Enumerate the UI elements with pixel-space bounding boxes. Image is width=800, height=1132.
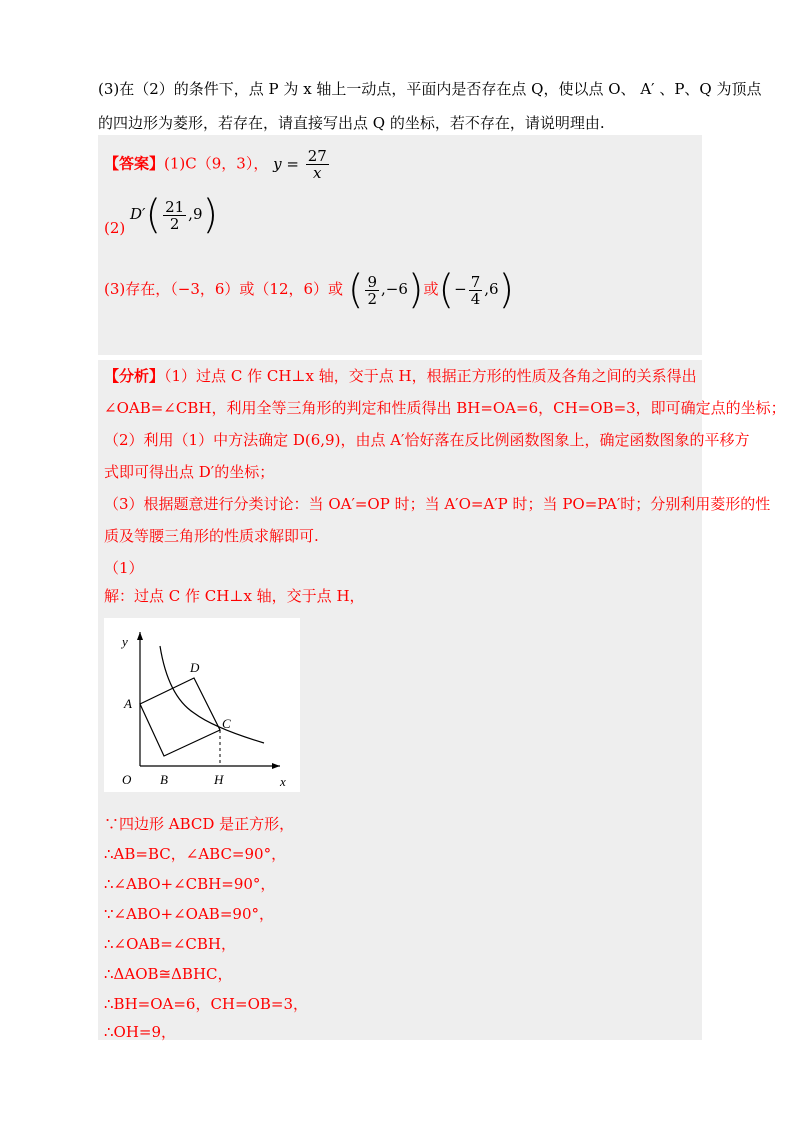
answer-line-1 <box>104 148 331 181</box>
square-abcd <box>140 678 220 756</box>
analysis-line-8: 解：过点 C 作 CH⊥x 轴，交于点 H， <box>104 587 365 605</box>
label-o: O <box>122 772 132 787</box>
answer-3-point-2: (− $\frac{7}{4}$ ,6) <box>438 267 515 313</box>
answer-3-prefix: (3)存在，（−3，6）或（12，6）或 <box>104 280 344 298</box>
answer-2-point: D′( $\frac{21}{2}$ ,9) <box>130 192 219 238</box>
label-c: C <box>222 716 231 731</box>
label-h: H <box>214 772 224 787</box>
label-b: B <box>160 772 168 787</box>
y-axis-arrow <box>137 632 143 640</box>
geometry-figure <box>104 618 300 792</box>
label-a: A <box>124 696 132 711</box>
question-line-2: 的四边形为菱形，若存在，请直接写出点 Q 的坐标，若不存在，请说明理由. <box>98 114 605 132</box>
proof-line-2: ∴AB=BC，∠ABC=90°， <box>104 845 287 863</box>
proof-line-6: ∴ΔAOB≅ΔBHC， <box>104 965 233 983</box>
answer-1-function: y = $\frac{27}{x}$ <box>273 147 327 182</box>
proof-line-7: ∴BH=OA=6，CH=OB=3， <box>104 995 309 1013</box>
hyperbola-curve <box>160 646 264 743</box>
x-axis-arrow <box>272 763 280 769</box>
proof-line-5: ∴∠OAB=∠CBH， <box>104 935 236 953</box>
answer-3-point-1: ( $\frac{9}{2}$ ,−6) <box>347 267 424 313</box>
answer-label: 【答案】 <box>104 154 165 173</box>
analysis-line-5: （3）根据题意进行分类讨论：当 OA′=OP 时；当 A′O=A′P 时；当 PO=PA′时；分别利用菱形的性 <box>104 495 771 513</box>
analysis-line-3: （2）利用（1）中方法确定 D(6,9)，由点 A′恰好落在反比例函数图象上，确定函数图象的平移方 <box>104 431 750 449</box>
answer-1-prefix: (1)C（9，3）， <box>164 154 269 173</box>
label-d: D <box>190 660 200 675</box>
analysis-line-1: 【分析】（1）过点 C 作 CH⊥x 轴，交于点 H，根据正方形的性质及各角之间的关系得出 <box>104 367 697 385</box>
figure-svg <box>104 618 300 792</box>
answer-3-or: 或 <box>423 280 439 298</box>
analysis-line-2: ∠OAB=∠CBH，利用全等三角形的判定和性质得出 BH=OA=6，CH=OB=3，即可确定点的坐标； <box>104 399 786 417</box>
answer-line-3 <box>104 267 515 313</box>
proof-line-1: ∵四边形 ABCD 是正方形， <box>104 815 295 833</box>
analysis-line-4: 式即可得出点 D′的坐标； <box>104 463 275 481</box>
label-y: y <box>122 634 128 649</box>
proof-line-3: ∴∠ABO+∠CBH=90°， <box>104 875 276 893</box>
answer-2-prefix: (2) <box>104 219 126 237</box>
analysis-line-6: 质及等腰三角形的性质求解即可. <box>104 527 319 545</box>
analysis-line-7: （1） <box>104 559 144 577</box>
proof-line-8: ∴OH=9， <box>104 1023 177 1041</box>
label-x: x <box>280 774 286 789</box>
proof-line-4: ∵∠ABO+∠OAB=90°， <box>104 905 274 923</box>
question-line-1: (3)在（2）的条件下，点 P 为 x 轴上一动点，平面内是否存在点 Q，使以点 O、 A′ 、P、Q 为顶点 <box>98 80 762 98</box>
answer-line-2 <box>104 192 219 240</box>
